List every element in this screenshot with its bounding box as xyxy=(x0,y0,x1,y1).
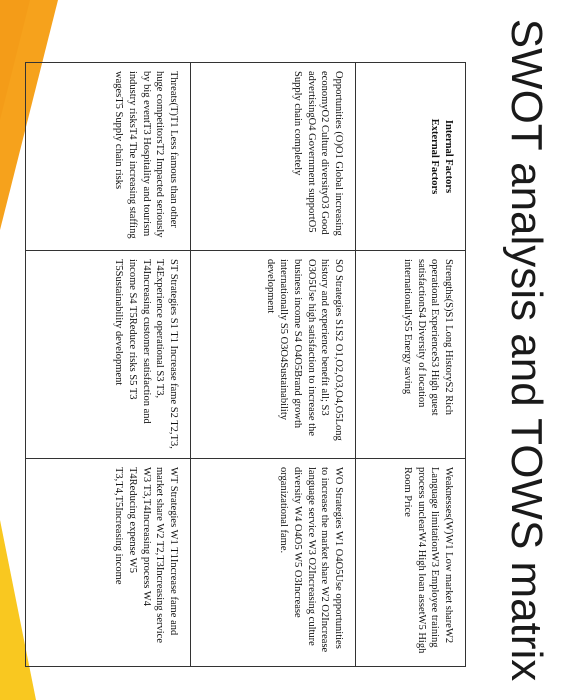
external-factors-label: External Factors xyxy=(429,118,441,195)
tows-matrix-table xyxy=(25,62,466,667)
strengths-cell xyxy=(356,251,466,459)
threats-cell xyxy=(26,63,191,251)
so-strategies-cell xyxy=(191,251,356,459)
wo-strategies-text: WO Strategies W1 O4O5Use opportunities to increase the market share W2 O2Increase language service W3 O2Increasing culture diversity W4 O4O5 W5 O3Increase organizational fame. xyxy=(278,467,344,653)
matrix-row-threats xyxy=(26,63,191,667)
strengths-text: Strengths(S)S1 Long HistoryS2 Rich operational ExperienceS3 High guest satisfactionS4 Diversity of location internationallyS5 Energy saving xyxy=(402,259,454,416)
corner-cell xyxy=(356,63,466,251)
so-strategies-text: SO Strategies S1S2 O1,O2,O3,O4,O5Long history and experience benefit all; S3 O3O5Use high satisfaction to increase the business income S4 O4O5Brand growth internationally S5 O3O4Sustainability development xyxy=(264,259,344,441)
internal-factors-label: Internal Factors xyxy=(443,119,454,194)
matrix-row-internal xyxy=(356,63,466,667)
st-strategies-text: ST Strategies S1 T1 Increase fame S2 T2,T3, T4Experience operational S3 T3, T4Increasing customer satisfaction and income S4 T5Reduce risks S5 T3 T5Sustainability development xyxy=(113,259,179,449)
wt-strategies-text: WT Strategies W1 T1Increase fame and market share W2 T2,T3Increasing service W3 T3,T4Increasing process W4 T4Reducing expense W5 T3,T4,T5Increasing income xyxy=(113,467,179,643)
wt-strategies-cell xyxy=(26,459,191,667)
slide-title: SWOT analysis and TOWS matrix xyxy=(502,18,551,682)
matrix-row-opportunities xyxy=(191,63,356,667)
opportunities-text: Opportunities (O)O1 Global increasing economyO2 Culture diversityO3 Good advertisingO4 Government supportO5 Supply chain completely xyxy=(292,71,344,236)
opportunities-cell xyxy=(191,63,356,251)
wo-strategies-cell xyxy=(191,459,356,667)
matrix-rotator xyxy=(26,62,466,666)
threats-text: Threats(T)T1 Less famous than other huge competitorsT2 Impacted seriously by big eventT3 Hospitality and tourism industry risksT4 The increasing staffing wagesT5 Supply chain risks xyxy=(113,71,179,239)
weaknesses-cell xyxy=(356,459,466,667)
swot-matrix-area xyxy=(26,62,466,666)
st-strategies-cell xyxy=(26,251,191,459)
weaknesses-text: Weaknesses(W)W1 Low market shareW2 Language limitationW3 Employee training process unclearW4 High loan assetW5 High Room Price xyxy=(402,467,454,654)
